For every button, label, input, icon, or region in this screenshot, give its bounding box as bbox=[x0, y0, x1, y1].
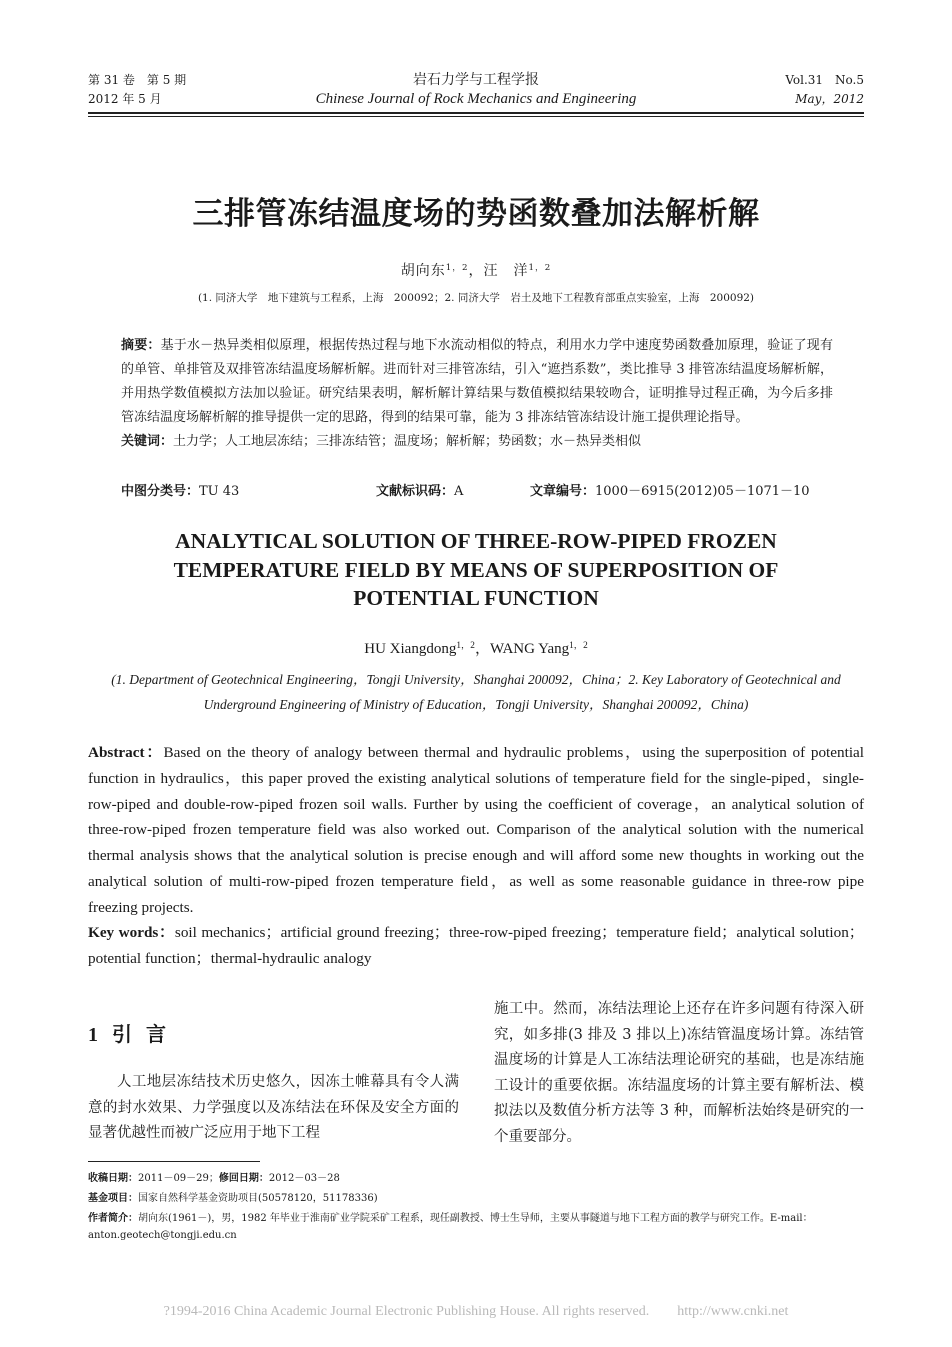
affiliation-en-line: Underground Engineering of Ministry of Education，Tongji University，Shanghai 200092，China) bbox=[203, 697, 749, 712]
document-code bbox=[376, 480, 463, 504]
affiliation-cn: (1. 同济大学 地下建筑与工程系，上海 200092；2. 同济大学 岩土及地下工程教育部重点实验室，上海 200092) bbox=[197, 292, 755, 304]
header-rule-thin bbox=[88, 116, 864, 117]
body-paragraph-left: 人工地层冻结技术历史悠久，因冻土帷幕具有令人满意的封水效果、力学强度以及冻结法在环保及安全方面的显著优越性而被广泛应用于地下工程 bbox=[88, 1074, 459, 1141]
abstract-cn bbox=[121, 334, 833, 454]
author-separator: ， bbox=[474, 641, 490, 657]
header-volume-info-en bbox=[664, 71, 864, 109]
header-rule-thick bbox=[88, 112, 864, 114]
authors-en bbox=[0, 637, 952, 658]
footnote-author-bio bbox=[88, 1211, 864, 1244]
document-code-value: A bbox=[454, 484, 464, 499]
authors-cn bbox=[0, 260, 952, 280]
keywords-en bbox=[88, 920, 864, 972]
keywords-en-text: soil mechanics；artificial ground freezing；three-row-piped freezing；temperature field；analytical solution；potential function；thermal-hydraulic analogy bbox=[88, 924, 864, 967]
author-name: HU Xiangdong bbox=[364, 641, 457, 657]
title-en-line: ANALYTICAL SOLUTION OF THREE-ROW-PIPED FROZEN bbox=[175, 529, 777, 553]
clc-number bbox=[121, 480, 239, 504]
section-heading bbox=[88, 1018, 180, 1047]
header-volume-info bbox=[88, 71, 186, 109]
keywords-cn-text: 土力学；人工地层冻结；三排冻结管；温度场；解析解；势函数；水－热异类相似 bbox=[173, 434, 642, 449]
abstract-en-label: Abstract： bbox=[88, 744, 164, 761]
clc-label: 中图分类号： bbox=[121, 484, 200, 499]
header-date: 2012 年 5 月 bbox=[88, 92, 162, 106]
header-journal-name bbox=[276, 71, 676, 109]
article-number bbox=[530, 480, 810, 504]
fund-label: 基金项目： bbox=[88, 1193, 138, 1204]
header-journal-cn: 岩石力学与工程学报 bbox=[413, 72, 539, 88]
abstract-en-text: Based on the theory of analogy between thermal and hydraulic problems，using the superposition of potential function in hydraulics，this paper proved the existing analytical solutions of temperature field for the single-piped，single-row-piped and double-row-piped frozen soil walls. Further by using the coefficient of coverage，an analytical solution of three-row-piped frozen temperature field was also worked out. Comparison of the analytical solution with the numerical thermal analysis shows that the analytical solution is precise enough and will afford some new thoughts in working out the analytical solution of multi-row-piped frozen temperature field，as well as some reasonable guidance in three-row pipe freezing projects. bbox=[88, 744, 864, 916]
received-date: 2011－09－29； bbox=[138, 1173, 219, 1184]
author-name: WANG Yang bbox=[489, 641, 570, 657]
author-affiliation-mark: 1，2 bbox=[456, 640, 475, 651]
affiliation-en bbox=[88, 667, 864, 717]
section-number: 1 bbox=[88, 1024, 100, 1046]
title-en-line: POTENTIAL FUNCTION bbox=[353, 586, 599, 610]
section-title: 引言 bbox=[112, 1022, 180, 1046]
received-label: 收稿日期： bbox=[88, 1173, 138, 1184]
author-affiliation-mark: 1，2 bbox=[445, 263, 469, 274]
abstract-cn-label: 摘要： bbox=[121, 338, 161, 353]
author-bio-text: 胡向东(1961－)，男，1982 年毕业于淮南矿业学院采矿工程系，现任副教授、博士生导师，主要从事隧道与地下工程方面的教学与研究工作。E-mail：anton.geotech@tongji.edu.cn bbox=[88, 1213, 813, 1241]
header-journal-en: Chinese Journal of Rock Mechanics and Engineering bbox=[315, 91, 637, 107]
header-date-en: May，2012 bbox=[795, 92, 864, 106]
revised-date: 2012－03－28 bbox=[268, 1173, 340, 1184]
paper-title-cn: 三排管冻结温度场的势函数叠加法解析解 bbox=[192, 196, 760, 232]
title-en-line: TEMPERATURE FIELD BY MEANS OF SUPERPOSITION OF bbox=[173, 557, 779, 582]
article-number-label: 文章编号： bbox=[530, 484, 596, 499]
author-affiliation-mark: 1，2 bbox=[569, 640, 588, 651]
classification-row bbox=[121, 480, 833, 504]
header-volume-issue: 第 31 卷 第 5 期 bbox=[88, 73, 187, 87]
clc-value: TU 43 bbox=[199, 484, 240, 499]
abstract-cn-text: 基于水－热异类相似原理，根据传热过程与地下水流动相似的特点，利用水力学中速度势函数叠加原理，验证了现有的单管、单排管及双排管冻结温度场解析解。进而针对三排管冻结，引入“遮挡系数”，类比推导 3 排管冻结温度场解析解，并用热学数值模拟方法加以验证。研究结果表明，解析解计算结果与数值模拟结果较吻合，证明推导过程正确，为今后多排管冻结温度场解析解的推导提供一定的思路，得到的结果可靠，能为 3 排冻结管冻结设计施工提供理论指导。 bbox=[121, 338, 833, 425]
keywords-en-label: Key words： bbox=[88, 924, 175, 941]
fund-text: 国家自然科学基金资助项目(50578120，51178336) bbox=[138, 1193, 378, 1204]
author-name: 胡向东 bbox=[400, 263, 446, 279]
keywords-cn-label: 关键词： bbox=[121, 434, 174, 449]
paper-title-en bbox=[88, 527, 864, 613]
author-separator: ， bbox=[468, 263, 484, 279]
revised-label: 修回日期： bbox=[218, 1173, 269, 1184]
footnote-fund bbox=[88, 1191, 864, 1208]
abstract-en bbox=[88, 740, 864, 921]
footnote-dates bbox=[88, 1171, 864, 1188]
footnote-rule bbox=[88, 1161, 260, 1162]
author-bio-label: 作者简介： bbox=[88, 1213, 138, 1224]
body-paragraph-right: 施工中。然而，冻结法理论上还存在许多问题有待深入研究，如多排(3 排及 3 排以上)冻结管温度场计算。冻结管温度场的计算是人工冻结法理论研究的基础，也是冻结施工设计的重要依据。冻结温度场的计算主要有解析法、模拟法以及数值分析方法等 3 种，而解析法始终是研究的一个重要部分。 bbox=[494, 1001, 864, 1145]
article-number-value: 1000－6915(2012)05－1071－10 bbox=[595, 484, 810, 499]
document-code-label: 文献标识码： bbox=[376, 484, 455, 499]
author-affiliation-mark: 1，2 bbox=[528, 263, 552, 274]
copyright-footer: ?1994-2016 China Academic Journal Electronic Publishing House. All rights reserved. http://www.cnki.net bbox=[163, 1304, 789, 1319]
affiliation-en-line: (1. Department of Geotechnical Engineering，Tongji University，Shanghai 200092，China；2. Key Laboratory of Geotechnical and bbox=[111, 672, 841, 687]
header-volume-issue-en: Vol.31 No.5 bbox=[785, 73, 864, 87]
author-name: 汪 洋 bbox=[483, 263, 529, 279]
